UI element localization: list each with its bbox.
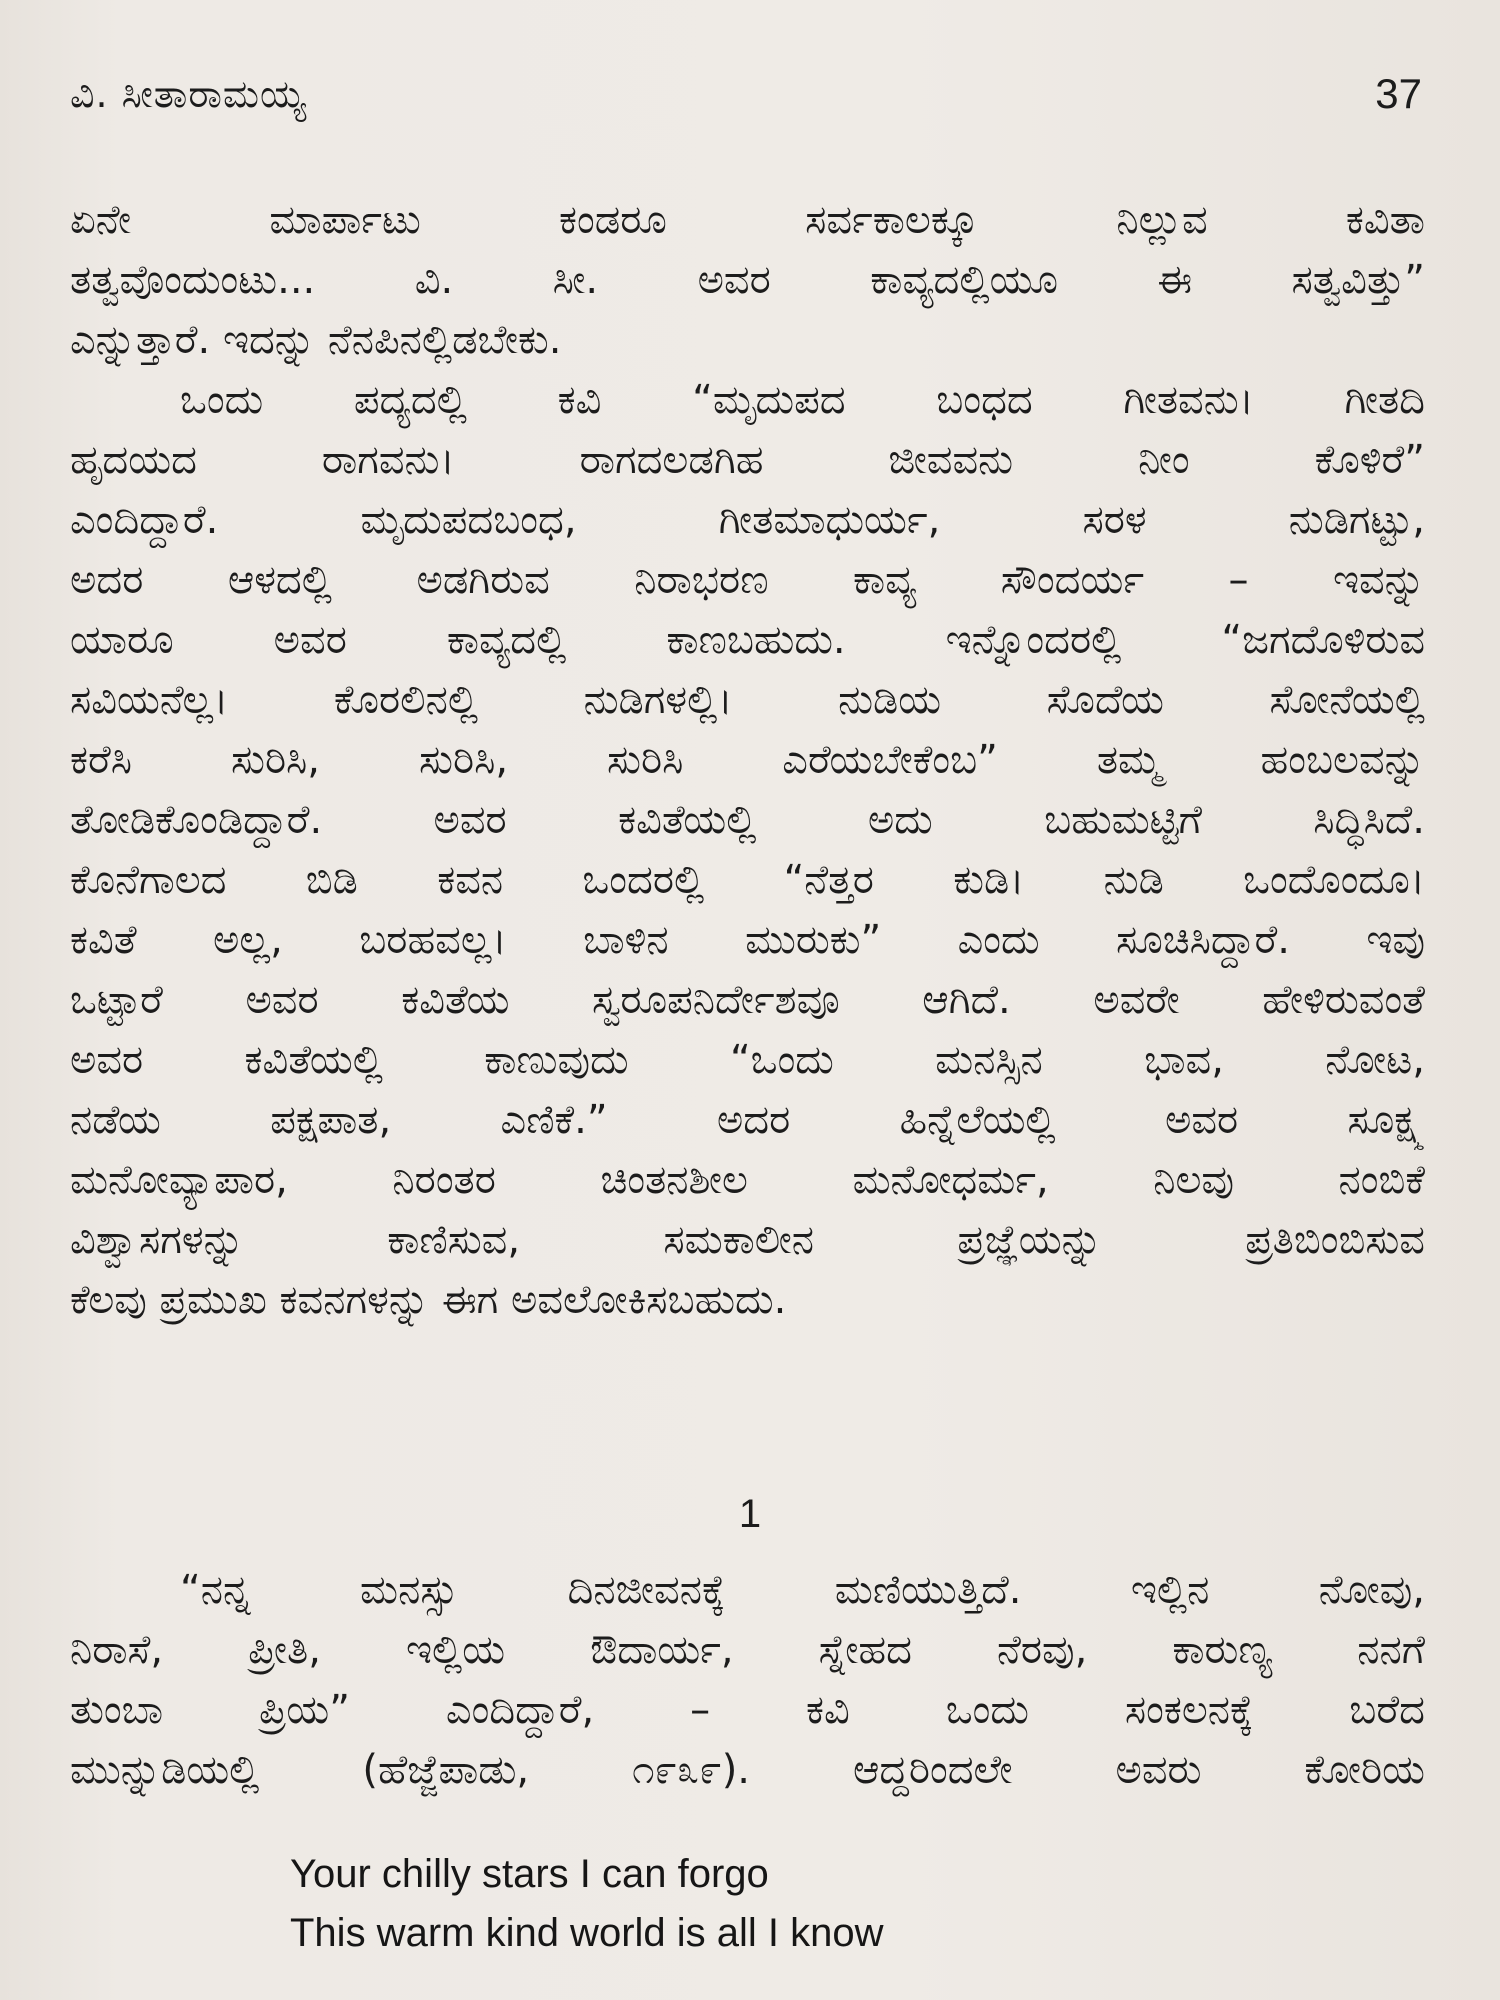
text-line: ಅದರ ಆಳದಲ್ಲಿ ಅಡಗಿರುವ ನಿರಾಭರಣ ಕಾವ್ಯ ಸೌಂದರ್ಯ – ಇವನ್ನು bbox=[70, 557, 1425, 603]
section-number: 1 bbox=[738, 1492, 762, 1536]
body-text-before-section bbox=[70, 190, 1425, 1330]
text-line: ಎಂದಿದ್ದಾರೆ. ಮೃದುಪದಬಂಧ, ಗೀತಮಾಧುರ್ಯ, ಸರಳ ನುಡಿಗಟ್ಟು, bbox=[70, 497, 1425, 543]
text-line: ನಡೆಯ ಪಕ್ಷಪಾತ, ಎಣಿಕೆ.” ಅದರ ಹಿನ್ನೆಲೆಯಲ್ಲಿ ಅವರ ಸೂಕ್ಷ್ಮ bbox=[70, 1097, 1425, 1143]
text-line: ಒಟ್ಟಾರೆ ಅವರ ಕವಿತೆಯ ಸ್ವರೂಪನಿರ್ದೇಶವೂ ಆಗಿದೆ. ಅವರೇ ಹೇಳಿರುವಂತೆ bbox=[70, 977, 1425, 1023]
text-line: ತೋಡಿಕೊಂಡಿದ್ದಾರೆ. ಅವರ ಕವಿತೆಯಲ್ಲಿ ಅದು ಬಹುಮಟ್ಟಿಗೆ ಸಿದ್ಧಿಸಿದೆ. bbox=[70, 797, 1425, 843]
text-line: ಯಾರೂ ಅವರ ಕಾವ್ಯದಲ್ಲಿ ಕಾಣಬಹುದು. ಇನ್ನೊಂದರಲ್ಲಿ “ಜಗದೊಳಿರುವ bbox=[70, 617, 1425, 663]
text-line: ಕೊನೆಗಾಲದ ಬಿಡಿ ಕವನ ಒಂದರಲ್ಲಿ “ನೆತ್ತರ ಕುಡಿ। ನುಡಿ ಒಂದೊಂದೂ। bbox=[70, 857, 1425, 903]
text-line: ನಿರಾಸೆ, ಪ್ರೀತಿ, ಇಲ್ಲಿಯ ಔದಾರ್ಯ, ಸ್ನೇಹದ ನೆರವು, ಕಾರುಣ್ಯ ನನಗೆ bbox=[70, 1627, 1425, 1673]
text-line: ಏನೇ ಮಾರ್ಪಾಟು ಕಂಡರೂ ಸರ್ವಕಾಲಕ್ಕೂ ನಿಲ್ಲುವ ಕವಿತಾ bbox=[70, 197, 1425, 243]
page-number: 37 bbox=[1375, 70, 1422, 117]
text-line: ಕವಿತೆ ಅಲ್ಲ, ಬರಹವಲ್ಲ। ಬಾಳಿನ ಮುರುಕು” ಎಂದು ಸೂಚಿಸಿದ್ದಾರೆ. ಇವು bbox=[70, 917, 1425, 963]
text-line: ಎನ್ನುತ್ತಾರೆ. ಇದನ್ನು ನೆನಪಿನಲ್ಲಿಡಬೇಕು. bbox=[70, 317, 562, 363]
english-verse-quote bbox=[290, 1845, 884, 1963]
text-line: ಸವಿಯನೆಲ್ಲ। ಕೊರಲಿನಲ್ಲಿ ನುಡಿಗಳಲ್ಲಿ। ನುಡಿಯ ಸೊದೆಯ ಸೋನೆಯಲ್ಲಿ bbox=[70, 677, 1425, 723]
verse-line: This warm kind world is all I know bbox=[290, 1911, 884, 1955]
text-line: ಕರೆಸಿ ಸುರಿಸಿ, ಸುರಿಸಿ, ಸುರಿಸಿ ಎರೆಯಬೇಕೆಂಬ” ತಮ್ಮ ಹಂಬಲವನ್ನು bbox=[70, 737, 1425, 783]
text-line: ಮುನ್ನುಡಿಯಲ್ಲಿ (ಹೆಜ್ಜೆಪಾಡು, ೧೯೩೯). ಆದ್ದರಿಂದಲೇ ಅವರು ಕೋರಿಯ bbox=[70, 1747, 1425, 1793]
text-line: ತತ್ವವೊಂದುಂಟು... ವಿ. ಸೀ. ಅವರ ಕಾವ್ಯದಲ್ಲಿಯೂ ಈ ಸತ್ವವಿತ್ತು” bbox=[70, 257, 1425, 303]
text-line: ಅವರ ಕವಿತೆಯಲ್ಲಿ ಕಾಣುವುದು “ಒಂದು ಮನಸ್ಸಿನ ಭಾವ, ನೋಟ, bbox=[70, 1037, 1425, 1083]
text-line: “ನನ್ನ ಮನಸ್ಸು ದಿನಜೀವನಕ್ಕೆ ಮಣಿಯುತ್ತಿದೆ. ಇಲ್ಲಿನ ನೋವು, bbox=[180, 1567, 1425, 1613]
verse-line: Your chilly stars I can forgo bbox=[290, 1852, 769, 1896]
text-line: ತುಂಬಾ ಪ್ರಿಯ” ಎಂದಿದ್ದಾರೆ, – ಕವಿ ಒಂದು ಸಂಕಲನಕ್ಕೆ ಬರೆದ bbox=[70, 1687, 1425, 1733]
text-line: ಹೃದಯದ ರಾಗವನು। ರಾಗದಲಡಗಿಹ ಜೀವವನು ನೀಂ ಕೊಳಿರೆ” bbox=[70, 437, 1425, 483]
running-title: ವಿ. ಸೀತಾರಾಮಯ್ಯ bbox=[70, 72, 307, 116]
body-text-after-section bbox=[70, 1560, 1425, 1800]
text-line: ಕೆಲವು ಪ್ರಮುಖ ಕವನಗಳನ್ನು ಈಗ ಅವಲೋಕಿಸಬಹುದು. bbox=[70, 1277, 787, 1323]
text-line: ಒಂದು ಪದ್ಯದಲ್ಲಿ ಕವಿ “ಮೃದುಪದ ಬಂಧದ ಗೀತವನು। ಗೀತದಿ bbox=[180, 377, 1425, 423]
text-line: ವಿಶ್ವಾಸಗಳನ್ನು ಕಾಣಿಸುವ, ಸಮಕಾಲೀನ ಪ್ರಜ್ಞೆಯನ್ನು ಪ್ರತಿಬಿಂಬಿಸುವ bbox=[70, 1217, 1425, 1263]
text-line: ಮನೋವ್ಯಾಪಾರ, ನಿರಂತರ ಚಿಂತನಶೀಲ ಮನೋಧರ್ಮ, ನಿಲವು ನಂಬಿಕೆ bbox=[70, 1157, 1425, 1203]
